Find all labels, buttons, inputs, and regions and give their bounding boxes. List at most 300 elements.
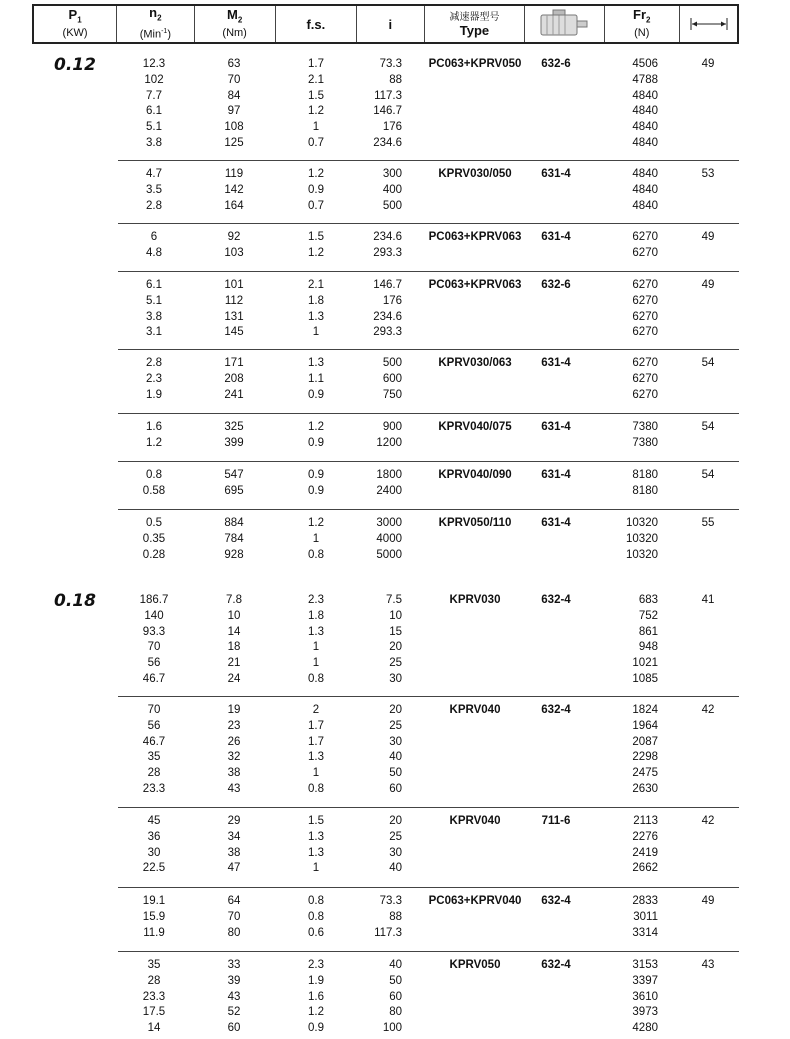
i-cell: 20 — [389, 704, 402, 716]
type-cell: KPRV030 — [449, 594, 501, 606]
motor-cell: 631-4 — [541, 517, 571, 529]
n2-cell: 4.7 — [146, 168, 162, 180]
n2-cell: 28 — [147, 767, 161, 780]
group-separator — [118, 349, 739, 350]
i-cell: 117.3 — [374, 926, 402, 939]
fr2-cell: 683 — [638, 594, 658, 606]
fs-cell: 1.8 — [308, 294, 324, 307]
fr2-cell: 3153 — [632, 959, 658, 971]
i-cell: 60 — [389, 783, 402, 795]
i-cell: 25 — [389, 830, 402, 843]
i-cell: 73.3 — [379, 58, 402, 70]
fs-cell: 1 — [312, 657, 320, 670]
table-row — [118, 925, 739, 941]
i-cell: 117.3 — [374, 89, 402, 102]
fr2-cell: 4840 — [632, 168, 658, 180]
table-row — [118, 592, 739, 608]
type-cell: KPRV040 — [449, 704, 501, 716]
m2-cell: 695 — [224, 484, 244, 497]
table-row — [118, 483, 739, 499]
n2-cell: 1.6 — [146, 421, 162, 433]
m2-cell: 241 — [224, 388, 244, 401]
motor-cell: 631-4 — [541, 357, 571, 369]
n2-cell: 15.9 — [142, 910, 166, 923]
fs-cell: 2.1 — [308, 73, 324, 86]
fs-cell: 1.3 — [308, 751, 324, 764]
n2-cell: 0.35 — [142, 532, 166, 545]
fs-cell: 1 — [312, 767, 320, 780]
i-cell: 88 — [389, 910, 402, 923]
dim-cell: 54 — [701, 421, 715, 433]
n2-cell: 2.8 — [146, 357, 162, 369]
m2-cell: 325 — [224, 421, 244, 433]
fs-cell: 0.9 — [308, 1022, 324, 1035]
type-cell: PC063+KPRV050 — [428, 58, 522, 70]
type-cell: KPRV040/075 — [438, 421, 512, 433]
i-cell: 88 — [389, 73, 402, 86]
n2-cell: 3.8 — [146, 310, 162, 323]
table-row — [118, 749, 739, 765]
m2-cell: 32 — [227, 751, 241, 764]
fs-cell: 0.9 — [308, 183, 324, 196]
fr2-cell: 3397 — [632, 974, 658, 987]
m2-cell: 103 — [224, 246, 244, 259]
n2-cell: 46.7 — [142, 673, 166, 685]
header-type: 减速器型号 Type — [425, 6, 526, 42]
table-row — [118, 182, 739, 198]
fr2-cell: 2833 — [632, 895, 658, 907]
fs-cell: 1.3 — [308, 830, 324, 843]
fr2-cell: 2087 — [632, 735, 658, 748]
i-cell: 10 — [389, 609, 402, 622]
type-cell: KPRV030/050 — [438, 168, 512, 180]
fs-cell: 2.1 — [308, 279, 324, 291]
m2-cell: 39 — [227, 974, 241, 987]
n2-cell: 102 — [144, 73, 164, 86]
i-cell: 80 — [389, 1006, 402, 1019]
n2-cell: 23.3 — [142, 783, 166, 795]
fr2-cell: 2276 — [632, 830, 658, 843]
fs-cell: 1.2 — [308, 246, 324, 259]
n2-cell: 35 — [147, 751, 161, 764]
fr2-cell: 4840 — [632, 105, 658, 118]
table-row — [118, 734, 739, 750]
m2-cell: 26 — [227, 735, 241, 748]
n2-cell: 12.3 — [142, 58, 166, 70]
table-row — [118, 515, 739, 531]
m2-cell: 547 — [224, 469, 244, 481]
fs-cell: 0.8 — [308, 783, 324, 795]
fs-cell: 1 — [312, 326, 320, 339]
m2-cell: 164 — [224, 199, 244, 212]
group-separator — [118, 271, 739, 272]
table-row — [118, 702, 739, 718]
header-dim — [680, 6, 737, 42]
type-cell: KPRV040/090 — [438, 469, 512, 481]
group-separator — [118, 413, 739, 414]
fs-cell: 1.9 — [308, 974, 324, 987]
i-cell: 176 — [382, 121, 402, 134]
n2-cell: 35 — [147, 959, 161, 971]
m2-cell: 47 — [227, 862, 241, 875]
header-n2: $n_2$ (Min$^{-1}$) — [117, 6, 194, 42]
table-row — [118, 1020, 739, 1036]
header-fs: f.s. — [276, 6, 357, 42]
i-cell: 900 — [382, 421, 402, 433]
n2-cell: 3.5 — [146, 183, 162, 196]
table-row — [118, 324, 739, 340]
n2-cell: 4.8 — [146, 246, 162, 259]
m2-cell: 19 — [227, 704, 241, 716]
m2-cell: 38 — [227, 767, 241, 780]
fs-cell: 0.8 — [308, 548, 324, 561]
table-row — [118, 88, 739, 104]
table-row — [118, 56, 739, 72]
table-row — [118, 765, 739, 781]
table-row — [118, 103, 739, 119]
i-cell: 3000 — [376, 517, 402, 529]
m2-cell: 208 — [224, 372, 244, 385]
n2-cell: 30 — [147, 846, 161, 859]
m2-cell: 10 — [227, 609, 241, 622]
table-row — [118, 893, 739, 909]
fr2-cell: 1964 — [632, 719, 658, 732]
group-separator — [118, 807, 739, 808]
table-row — [118, 829, 739, 845]
fr2-cell: 7380 — [632, 436, 658, 449]
n2-cell: 140 — [144, 609, 164, 622]
m2-cell: 119 — [224, 168, 244, 180]
i-cell: 4000 — [376, 532, 402, 545]
i-cell: 50 — [389, 974, 402, 987]
fr2-cell: 861 — [638, 625, 658, 638]
fr2-cell: 6270 — [632, 246, 658, 259]
i-cell: 1800 — [376, 469, 402, 481]
type-cell: KPRV030/063 — [438, 357, 512, 369]
i-cell: 600 — [382, 372, 402, 385]
n2-cell: 17.5 — [142, 1006, 166, 1019]
m2-cell: 21 — [227, 657, 241, 670]
fr2-cell: 2630 — [632, 783, 658, 795]
fs-cell: 1 — [312, 532, 320, 545]
table-row — [118, 355, 739, 371]
dim-cell: 42 — [701, 704, 715, 716]
m2-cell: 64 — [227, 895, 241, 907]
table-row — [118, 845, 739, 861]
dim-cell: 49 — [701, 895, 715, 907]
table-row — [118, 989, 739, 1005]
fr2-cell: 4280 — [632, 1022, 658, 1035]
fr2-cell: 3973 — [632, 1006, 658, 1019]
i-cell: 2400 — [376, 484, 402, 497]
fs-cell: 1 — [312, 862, 320, 875]
type-cell: KPRV040 — [449, 815, 501, 827]
m2-cell: 63 — [227, 58, 241, 70]
fr2-cell: 1085 — [632, 673, 658, 685]
m2-cell: 928 — [224, 548, 244, 561]
i-cell: 40 — [389, 862, 402, 875]
dim-cell: 49 — [701, 58, 715, 70]
fs-cell: 1.2 — [308, 517, 324, 529]
fr2-cell: 2113 — [633, 815, 658, 827]
fs-cell: 0.8 — [308, 895, 324, 907]
n2-cell: 45 — [147, 815, 161, 827]
table-row — [118, 957, 739, 973]
fr2-cell: 2475 — [632, 767, 658, 780]
table-row — [118, 277, 739, 293]
group-separator — [118, 696, 739, 697]
table-row — [118, 245, 739, 261]
group-separator — [118, 223, 739, 224]
table-row — [118, 624, 739, 640]
header-i: i — [357, 6, 425, 42]
dim-cell: 54 — [701, 469, 715, 481]
fr2-cell: 6270 — [632, 372, 658, 385]
table-row — [118, 166, 739, 182]
fs-cell: 1.1 — [308, 372, 324, 385]
n2-cell: 2.3 — [146, 372, 162, 385]
n2-cell: 14 — [147, 1022, 161, 1035]
n2-cell: 11.9 — [143, 926, 165, 939]
group-separator — [118, 951, 739, 952]
fr2-cell: 10320 — [626, 548, 658, 561]
fr2-cell: 6270 — [632, 294, 658, 307]
fr2-cell: 4840 — [632, 199, 658, 212]
fr2-cell: 7380 — [632, 421, 658, 433]
motor-cell: 632-4 — [541, 704, 571, 716]
n2-cell: 0.8 — [146, 469, 162, 481]
n2-cell: 46.7 — [142, 735, 166, 748]
n2-cell: 3.1 — [146, 326, 162, 339]
m2-cell: 171 — [224, 357, 244, 369]
i-cell: 234.6 — [373, 231, 402, 243]
power-label: 0.12 — [54, 55, 96, 75]
m2-cell: 7.8 — [226, 594, 242, 606]
fs-cell: 1.6 — [308, 990, 324, 1003]
fr2-cell: 6270 — [632, 310, 658, 323]
fs-cell: 1.8 — [308, 609, 324, 622]
header-fr2: $Fr_2$ (N) — [605, 6, 680, 42]
i-cell: 20 — [389, 815, 402, 827]
table-row — [118, 973, 739, 989]
m2-cell: 784 — [224, 532, 244, 545]
m2-cell: 131 — [224, 310, 244, 323]
n2-cell: 5.1 — [146, 294, 162, 307]
i-cell: 500 — [382, 357, 402, 369]
m2-cell: 29 — [227, 815, 241, 827]
fs-cell: 0.9 — [308, 469, 324, 481]
dim-cell: 43 — [701, 959, 715, 971]
i-cell: 73.3 — [379, 895, 402, 907]
group-separator — [118, 160, 739, 161]
m2-cell: 97 — [227, 105, 241, 118]
table-row — [118, 718, 739, 734]
dimension-arrow-icon — [689, 17, 729, 31]
fs-cell: 0.7 — [308, 199, 324, 212]
fr2-cell: 6270 — [632, 388, 658, 401]
m2-cell: 101 — [224, 279, 244, 291]
m2-cell: 112 — [224, 294, 244, 307]
i-cell: 400 — [382, 183, 402, 196]
dim-cell: 49 — [701, 279, 715, 291]
m2-cell: 884 — [224, 517, 244, 529]
i-cell: 146.7 — [373, 279, 402, 291]
fs-cell: 1.2 — [308, 105, 324, 118]
fs-cell: 1.5 — [308, 815, 324, 827]
fr2-cell: 6270 — [632, 279, 658, 291]
m2-cell: 84 — [227, 89, 241, 102]
n2-cell: 36 — [147, 830, 161, 843]
i-cell: 20 — [389, 641, 402, 654]
table-row — [118, 639, 739, 655]
group-separator — [118, 461, 739, 462]
n2-cell: 0.5 — [146, 517, 162, 529]
type-cell: PC063+KPRV040 — [428, 895, 522, 907]
fs-cell: 0.9 — [308, 388, 324, 401]
table-row — [118, 467, 739, 483]
table-row — [118, 1004, 739, 1020]
dim-cell: 53 — [701, 168, 715, 180]
table-row — [118, 909, 739, 925]
i-cell: 300 — [382, 168, 402, 180]
n2-cell: 56 — [147, 719, 161, 732]
i-cell: 7.5 — [386, 594, 402, 606]
fs-cell: 1.5 — [308, 89, 324, 102]
i-cell: 15 — [389, 625, 402, 638]
n2-cell: 1.2 — [146, 436, 162, 449]
m2-cell: 108 — [224, 121, 244, 134]
n2-cell: 19.1 — [142, 895, 166, 907]
n2-cell: 70 — [147, 704, 161, 716]
fs-cell: 2 — [312, 704, 320, 716]
m2-cell: 80 — [227, 926, 241, 939]
fs-cell: 1.2 — [308, 1006, 324, 1019]
fr2-cell: 4840 — [632, 137, 658, 149]
n2-cell: 5.1 — [146, 121, 162, 134]
i-cell: 750 — [382, 388, 402, 401]
dim-cell: 54 — [701, 357, 715, 369]
table-row — [118, 371, 739, 387]
m2-cell: 60 — [227, 1022, 241, 1035]
fs-cell: 2.3 — [308, 594, 324, 606]
n2-cell: 6 — [150, 231, 158, 243]
fr2-cell: 3314 — [632, 926, 658, 939]
table-row — [118, 531, 739, 547]
type-cell: PC063+KPRV063 — [428, 279, 522, 291]
header-p1: $P_1$ (KW) — [34, 6, 117, 42]
i-cell: 176 — [382, 294, 402, 307]
i-cell: 500 — [382, 199, 402, 212]
n2-cell: 22.5 — [142, 862, 166, 875]
i-cell: 30 — [389, 673, 402, 685]
fr2-cell: 6270 — [632, 231, 658, 243]
i-cell: 40 — [389, 751, 402, 764]
fs-cell: 1.3 — [308, 310, 324, 323]
motor-cell: 631-4 — [541, 421, 571, 433]
m2-cell: 38 — [227, 846, 241, 859]
i-cell: 25 — [389, 719, 402, 732]
fr2-cell: 3011 — [633, 910, 658, 923]
fr2-cell: 6270 — [632, 357, 658, 369]
i-cell: 293.3 — [373, 246, 402, 259]
fr2-cell: 10320 — [626, 517, 658, 529]
table-row — [118, 860, 739, 876]
table-row — [118, 655, 739, 671]
fr2-cell: 4788 — [632, 73, 658, 86]
table-row — [118, 387, 739, 403]
motor-cell: 631-4 — [541, 469, 571, 481]
fs-cell: 1 — [312, 121, 320, 134]
fs-cell: 1.3 — [308, 357, 324, 369]
table-row — [118, 435, 739, 451]
m2-cell: 399 — [224, 436, 244, 449]
n2-cell: 3.8 — [146, 137, 162, 149]
fs-cell: 1.3 — [308, 846, 324, 859]
fs-cell: 1.7 — [308, 735, 324, 748]
m2-cell: 70 — [227, 73, 241, 86]
fr2-cell: 948 — [638, 641, 658, 654]
table-row — [118, 781, 739, 797]
motor-cell: 711-6 — [541, 815, 571, 827]
i-cell: 50 — [389, 767, 402, 780]
fr2-cell: 4506 — [632, 58, 658, 70]
m2-cell: 125 — [224, 137, 244, 149]
fs-cell: 0.7 — [308, 137, 324, 149]
table-row — [118, 419, 739, 435]
n2-cell: 0.58 — [142, 484, 166, 497]
i-cell: 25 — [389, 657, 402, 670]
i-cell: 234.6 — [373, 310, 402, 323]
fs-cell: 0.8 — [308, 910, 324, 923]
fr2-cell: 2662 — [632, 862, 658, 875]
n2-cell: 0.28 — [142, 548, 166, 561]
fs-cell: 0.8 — [308, 673, 324, 685]
i-cell: 5000 — [376, 548, 402, 561]
n2-cell: 7.7 — [146, 89, 162, 102]
n2-cell: 23.3 — [142, 990, 166, 1003]
m2-cell: 142 — [224, 183, 244, 196]
fr2-cell: 2419 — [632, 846, 658, 859]
m2-cell: 33 — [227, 959, 241, 971]
fs-cell: 1.7 — [308, 719, 324, 732]
dim-cell: 41 — [701, 594, 715, 606]
i-cell: 40 — [389, 959, 402, 971]
n2-cell: 28 — [147, 974, 161, 987]
m2-cell: 43 — [227, 783, 241, 795]
n2-cell: 186.7 — [139, 594, 169, 606]
fr2-cell: 3610 — [632, 990, 658, 1003]
n2-cell: 93.3 — [142, 625, 166, 638]
m2-cell: 18 — [227, 641, 241, 654]
fr2-cell: 1824 — [632, 704, 658, 716]
table-row — [118, 671, 739, 687]
table-row — [118, 119, 739, 135]
fr2-cell: 8180 — [632, 469, 658, 481]
i-cell: 60 — [389, 990, 402, 1003]
i-cell: 30 — [389, 846, 402, 859]
n2-cell: 1.9 — [146, 388, 162, 401]
m2-cell: 34 — [227, 830, 241, 843]
power-label: 0.18 — [54, 591, 96, 611]
m2-cell: 52 — [227, 1006, 241, 1019]
table-row — [118, 547, 739, 563]
type-cell: PC063+KPRV063 — [428, 231, 522, 243]
table-row — [118, 135, 739, 151]
i-cell: 30 — [389, 735, 402, 748]
i-cell: 1200 — [376, 436, 402, 449]
n2-cell: 6.1 — [146, 279, 162, 291]
fs-cell: 1.3 — [308, 625, 324, 638]
